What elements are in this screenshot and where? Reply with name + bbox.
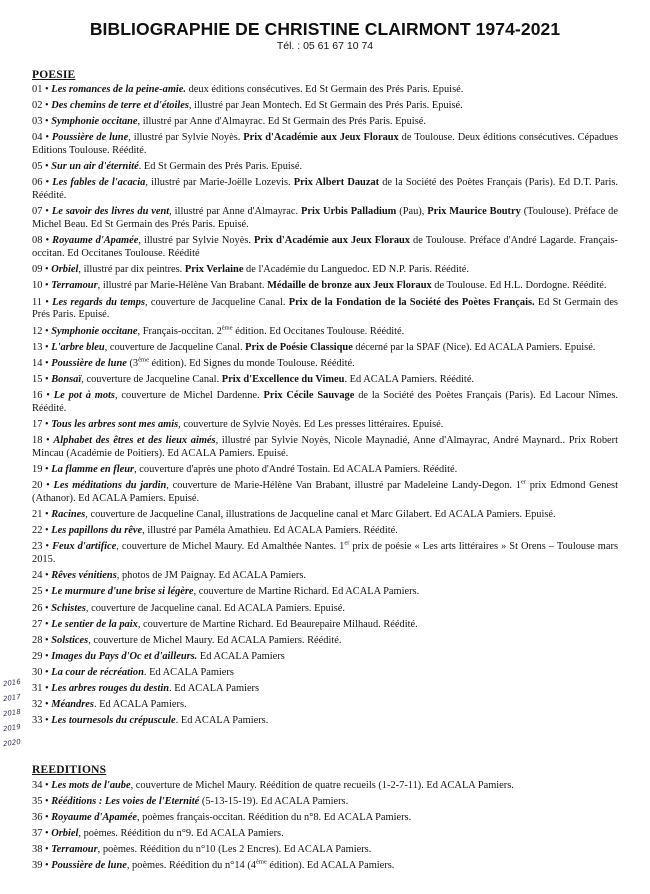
bibliography-entry bbox=[32, 480, 618, 506]
entry-text: , illustré par Anne d'Almayrac. bbox=[169, 206, 302, 218]
entry-text: er bbox=[344, 539, 350, 547]
entry-text: , couverture de Jacqueline Canal. bbox=[104, 341, 246, 353]
entry-number: 13 bbox=[32, 341, 43, 353]
entry-text: (5-13-15-19). Ed ACALA Pamiers. bbox=[199, 796, 349, 808]
entry-title: Le murmure d'une brise si légère bbox=[51, 586, 194, 598]
bibliography-entry bbox=[32, 796, 618, 809]
bibliography-entry bbox=[32, 509, 618, 522]
entry-text: , couverture de Sylvie Noyès. Ed Les presses littéraires. Epuisé. bbox=[178, 418, 444, 430]
entry-number: 34 bbox=[32, 780, 43, 791]
entry-prize: Prix d'Excellence du Vimeu bbox=[221, 373, 345, 385]
entry-text: , illustré par dix peintres. bbox=[78, 264, 185, 276]
entry-title: Symphonie occitane bbox=[51, 116, 138, 128]
entry-title: Le pot à mots bbox=[53, 389, 115, 401]
bibliography-entry bbox=[32, 264, 618, 277]
bibliography-entry bbox=[32, 116, 618, 129]
reeditions-list bbox=[32, 780, 618, 877]
entry-number: 02 bbox=[32, 100, 43, 112]
bibliography-entry bbox=[32, 525, 618, 538]
bullet-separator: • bbox=[42, 666, 52, 678]
bullet-separator: • bbox=[42, 860, 52, 872]
entry-number: 10 bbox=[32, 280, 43, 292]
entry-text: deux éditions consécutives. Ed St Germain des Prés Paris. Epuisé. bbox=[186, 84, 464, 95]
entry-text: . Ed ACALA Pamiers bbox=[143, 666, 234, 678]
entry-text: de Toulouse. Préface d'André Lagarde. Français-occitan. Ed Occitanes Toulouse. Réédité bbox=[32, 235, 618, 260]
entry-number: 29 bbox=[32, 650, 43, 662]
bibliography-entry bbox=[32, 541, 618, 567]
entry-title: Les tournesols du crépuscule bbox=[51, 715, 176, 727]
entry-text: . Ed ACALA Pamiers. bbox=[175, 715, 269, 727]
entry-number: 24 bbox=[32, 570, 43, 582]
entry-text: , couverture de Jacqueline canal. Ed ACALA Pamiers. Epuisé. bbox=[85, 602, 346, 614]
entry-title: Schistes bbox=[51, 602, 86, 614]
bullet-separator: • bbox=[42, 116, 52, 128]
bibliography-entry bbox=[32, 342, 618, 355]
entry-text: , Français-occitan. 2 bbox=[137, 325, 222, 337]
entry-text: ème bbox=[138, 356, 149, 364]
entry-title: La cour de récréation bbox=[51, 666, 144, 678]
bullet-separator: • bbox=[42, 341, 52, 353]
bibliography-entry bbox=[32, 84, 618, 97]
entry-number: 08 bbox=[32, 235, 43, 247]
entry-text: . Ed ACALA Pamiers. bbox=[93, 699, 187, 711]
entry-title: Le savoir des livres du vent bbox=[51, 206, 170, 218]
entry-number: 35 bbox=[32, 796, 43, 808]
entry-number: 07 bbox=[32, 206, 43, 218]
entry-text: ème bbox=[255, 859, 267, 866]
bullet-separator: • bbox=[42, 177, 53, 189]
entry-number: 25 bbox=[32, 586, 43, 598]
bibliography-entry bbox=[32, 280, 618, 293]
entry-title: Le sentier de la paix bbox=[51, 618, 138, 630]
entry-text: , couverture de Martine Richard. Ed ACALA Pamiers. bbox=[193, 586, 420, 598]
entry-number: 23 bbox=[32, 541, 43, 553]
entry-title: Alphabet des êtres et des lieux aimés bbox=[53, 435, 216, 447]
entry-text: décerné par la SPAF (Nice). Ed ACALA Pamiers. Epuisé. bbox=[352, 341, 596, 353]
bullet-separator: • bbox=[42, 570, 52, 582]
entry-text: édition. Ed Occitanes Toulouse. Réédité. bbox=[232, 325, 405, 337]
entry-number: 16 bbox=[32, 389, 43, 401]
entry-prize: Médaille de bronze aux Jeux Floraux bbox=[267, 280, 432, 292]
entry-number: 21 bbox=[32, 509, 43, 521]
page-title: BIBLIOGRAPHIE DE CHRISTINE CLAIRMONT 1974-2021 bbox=[89, 19, 561, 39]
entry-number: 06 bbox=[32, 177, 43, 189]
bibliography-entry bbox=[32, 358, 618, 371]
bibliography-entry bbox=[32, 586, 618, 599]
entry-number: 17 bbox=[32, 418, 43, 430]
margin-note: 2020 bbox=[2, 737, 22, 749]
entry-text: , illustré par Anne d'Almayrac. Ed St Germain des Prés Paris. Epuisé. bbox=[137, 116, 426, 128]
bullet-separator: • bbox=[42, 828, 52, 840]
entry-title: Les fables de l'acacia bbox=[52, 177, 146, 189]
entry-title: Solstices bbox=[51, 634, 89, 646]
entry-title: Rêves vénitiens bbox=[51, 570, 117, 582]
entry-text: de la Société des Poètes Français (Paris). Ed D.T. Paris. Réédité. bbox=[32, 177, 618, 202]
bullet-separator: • bbox=[42, 161, 52, 173]
bibliography-entry bbox=[32, 570, 618, 583]
entry-prize: Prix Urbis Palladium bbox=[301, 206, 397, 218]
entry-number: 31 bbox=[32, 682, 43, 694]
bibliography-entry bbox=[32, 161, 618, 174]
bullet-separator: • bbox=[42, 796, 52, 808]
entry-text: , illustré par Sylvie Noyès. bbox=[138, 235, 255, 247]
bullet-separator: • bbox=[42, 812, 52, 824]
bullet-separator: • bbox=[42, 418, 52, 430]
bullet-separator: • bbox=[42, 525, 52, 537]
entry-number: 05 bbox=[32, 161, 43, 173]
bullet-separator: • bbox=[42, 650, 52, 662]
bibliography-entry bbox=[32, 435, 618, 461]
bullet-separator: • bbox=[42, 100, 52, 112]
entry-title: Des chemins de terre et d'étoiles bbox=[51, 100, 189, 112]
entry-text: (3 bbox=[126, 357, 139, 369]
entry-text: , poèmes. Réédition du n°10 (Les 2 Encres). Ed ACALA Pamiers. bbox=[97, 844, 372, 856]
bibliography-entry bbox=[32, 419, 618, 432]
bullet-separator: • bbox=[42, 357, 52, 369]
bullet-separator: • bbox=[42, 464, 52, 476]
bibliography-entry bbox=[32, 699, 618, 712]
bullet-separator: • bbox=[42, 235, 53, 247]
bullet-separator: • bbox=[42, 264, 52, 276]
entry-number: 15 bbox=[32, 373, 43, 385]
phone-number: Tél. : 05 61 67 10 74 bbox=[276, 40, 374, 52]
entry-number: 28 bbox=[32, 634, 43, 646]
bibliography-entry bbox=[32, 235, 618, 261]
bullet-separator: • bbox=[42, 682, 52, 694]
bullet-separator: • bbox=[42, 509, 52, 521]
entry-text: , couverture de Michel Maury. Réédition de quatre recueils (1-2-7-11). Ed ACALA Pamiers. bbox=[130, 780, 514, 791]
entry-title: Royaume d'Apamée bbox=[51, 812, 137, 824]
entry-text: (Pau), bbox=[396, 206, 428, 218]
entry-text: , couverture de Michel Dardenne. bbox=[114, 389, 264, 401]
entry-number: 18 bbox=[32, 435, 43, 447]
entry-title: Images du Pays d'Oc et d'ailleurs. bbox=[51, 650, 198, 662]
entry-title: Terramour bbox=[51, 844, 98, 856]
bibliography-entry bbox=[32, 667, 618, 680]
entry-title: Les romances de la peine-amie. bbox=[51, 84, 186, 95]
entry-text: , illustré par Marie-Hélène Van Brabant. bbox=[97, 280, 268, 292]
entry-prize: Prix d'Académie aux Jeux Floraux bbox=[254, 235, 410, 247]
entry-prize: Prix Cécile Sauvage bbox=[263, 389, 355, 401]
poesie-list bbox=[32, 84, 618, 731]
bullet-separator: • bbox=[42, 602, 52, 614]
entry-number: 30 bbox=[32, 666, 43, 678]
entry-number: 01 bbox=[32, 84, 43, 95]
entry-prize: Prix Verlaine bbox=[184, 264, 244, 276]
entry-number: 20 bbox=[32, 480, 43, 492]
entry-text: Ed ACALA Pamiers bbox=[197, 650, 285, 662]
entry-number: 03 bbox=[32, 116, 43, 128]
bullet-separator: • bbox=[42, 715, 52, 727]
entry-text: édition). Ed Signes du monde Toulouse. Réédité. bbox=[148, 357, 355, 369]
entry-text: , couverture de Marie-Hélène Van Brabant, illustré par Madeleine Landy-Degon. 1 bbox=[166, 480, 521, 492]
entry-number: 19 bbox=[32, 464, 43, 476]
margin-note: 2017 bbox=[2, 692, 22, 704]
entry-text: Ed St Germain des Prés Paris. Epuisé. bbox=[32, 296, 618, 321]
bullet-separator: • bbox=[42, 296, 53, 308]
entry-text: , illustré par Marie-Joëlle Lozevis. bbox=[145, 177, 294, 189]
entry-number: 27 bbox=[32, 618, 43, 630]
margin-note: 2016 bbox=[2, 677, 22, 689]
entry-text: , illustré par Sylvie Noyès, Nicole Maynadié, Anne d'Almayrac, André Maynard.. Prix Robert Mincau (Académie de Poitiers). Ed ACALA Pamiers. Epuisé. bbox=[32, 435, 618, 459]
entry-title: Feux d'artifice bbox=[52, 541, 117, 553]
entry-title: La flamme en fleur bbox=[51, 464, 135, 476]
bullet-separator: • bbox=[42, 844, 52, 856]
entry-text: (Toulouse). Préface de Michel Beau. Ed St Germain des Prés Paris. Epuisé. bbox=[32, 206, 618, 231]
entry-title: Poussière de lune bbox=[51, 132, 129, 144]
entry-text: , illustré par Sylvie Noyès. bbox=[128, 132, 244, 144]
entry-text: . Ed St Germain des Prés Paris. Epuisé. bbox=[138, 161, 303, 173]
bibliography-entry bbox=[32, 780, 618, 793]
section-heading-poesie: POESIE bbox=[32, 69, 76, 81]
entry-text: , couverture de Jacqueline Canal, illustrations de Jacqueline canal et Marc Gilabert. Ed ACALA Pamiers. Epuisé. bbox=[85, 509, 556, 521]
entry-text: , poèmes. Réédition du n°14 (4 bbox=[126, 860, 256, 872]
entry-title: Royaume d'Apamée bbox=[52, 235, 139, 247]
bibliography-entry bbox=[32, 651, 618, 664]
entry-title: Racines bbox=[51, 509, 86, 521]
bullet-separator: • bbox=[42, 435, 54, 447]
entry-title: Symphonie occitane bbox=[51, 325, 138, 337]
entry-text: de Toulouse. Deux éditions consécutives. Cépadues Editions Toulouse. Réédité. bbox=[32, 132, 618, 157]
bibliography-entry bbox=[32, 326, 618, 339]
margin-note: 2018 bbox=[2, 707, 22, 719]
bibliography-entry bbox=[32, 603, 618, 616]
entry-text: , couverture de Michel Maury. Ed ACALA Pamiers. Réédité. bbox=[88, 634, 342, 646]
entry-text: édition). Ed ACALA Pamiers. bbox=[266, 860, 395, 872]
margin-note: 2019 bbox=[2, 722, 22, 734]
entry-text: de Toulouse. Ed H.L. Dordogne. Réédité. bbox=[431, 280, 607, 292]
bibliography-entry bbox=[32, 828, 618, 841]
entry-text: prix de poésie « Les arts littéraires » St Orens – Toulouse mars 2015. bbox=[32, 541, 618, 566]
entry-title: Poussière de lune bbox=[51, 860, 127, 872]
entry-title: Orbiel bbox=[51, 264, 79, 276]
entry-title: Terramour bbox=[51, 280, 98, 292]
entry-title: Les papillons du rêve bbox=[51, 525, 143, 537]
entry-title: Les mots de l'aube bbox=[51, 780, 131, 791]
entry-number: 37 bbox=[32, 828, 43, 840]
entry-text: prix Edmond Genest (Athanor). Ed ACALA Pamiers. Epuisé. bbox=[32, 480, 618, 505]
bullet-separator: • bbox=[42, 586, 52, 598]
entry-text: . Ed ACALA Pamiers bbox=[169, 682, 260, 694]
entry-text: , photos de JM Paignay. Ed ACALA Pamiers. bbox=[116, 570, 306, 582]
bullet-separator: • bbox=[42, 780, 52, 791]
bibliography-entry bbox=[32, 297, 618, 323]
bibliography-entry bbox=[32, 132, 618, 158]
entry-number: 38 bbox=[32, 844, 43, 856]
entry-title: Rééditions : Les voies de l'Eternité bbox=[51, 796, 200, 808]
bullet-separator: • bbox=[42, 206, 52, 218]
entry-title: Tous les arbres sont mes amis bbox=[51, 418, 179, 430]
entry-number: 14 bbox=[32, 357, 43, 369]
bullet-separator: • bbox=[42, 541, 53, 553]
entry-title: L'arbre bleu bbox=[51, 341, 105, 353]
entry-text: . Ed ACALA Pamiers. Réédité. bbox=[344, 373, 475, 385]
bibliography-entry bbox=[32, 635, 618, 648]
entry-text: de l'Académie du Languedoc. ED N.P. Paris. Réédité. bbox=[243, 264, 469, 276]
bullet-separator: • bbox=[42, 634, 52, 646]
bullet-separator: • bbox=[42, 618, 52, 630]
bibliography-entry bbox=[32, 100, 618, 113]
entry-title: Méandres bbox=[51, 699, 94, 711]
bullet-separator: • bbox=[42, 699, 52, 711]
entry-number: 39 bbox=[32, 860, 43, 872]
entry-title: Les arbres rouges du destin bbox=[51, 682, 170, 694]
bullet-separator: • bbox=[42, 389, 54, 401]
entry-title: Bonsaï bbox=[51, 373, 82, 385]
entry-number: 26 bbox=[32, 602, 43, 614]
entry-number: 36 bbox=[32, 812, 43, 824]
bullet-separator: • bbox=[42, 280, 52, 292]
entry-text: , illustré par Jean Montech. Ed St Germain des Prés Paris. Epuisé. bbox=[188, 100, 463, 112]
bibliography-entry bbox=[32, 860, 618, 873]
entry-number: 11 bbox=[32, 296, 43, 308]
entry-prize: Prix Albert Dauzat bbox=[293, 177, 380, 189]
entry-prize: Prix de Poésie Classique bbox=[245, 341, 353, 353]
bullet-separator: • bbox=[42, 373, 52, 385]
entry-text: , poèmes français-occitan. Réédition du n°8. Ed ACALA Pamiers. bbox=[136, 812, 412, 824]
bibliography-entry bbox=[32, 464, 618, 477]
entry-text: , couverture de Jacqueline Canal. bbox=[81, 373, 222, 385]
entry-text: de la Société des Poètes Français (Paris). Ed Lacour Nîmes. Réédité. bbox=[32, 389, 618, 414]
entry-title: Les méditations du jardin bbox=[53, 480, 167, 492]
entry-title: Orbiel bbox=[51, 828, 79, 840]
entry-text: , couverture de Michel Maury. Ed Amalthée Nantes. 1 bbox=[116, 541, 345, 553]
bullet-separator: • bbox=[42, 132, 52, 144]
bibliography-entry bbox=[32, 715, 618, 728]
entry-text: , illustré par Paméla Amathieu. Ed ACALA Pamiers. Réédité. bbox=[142, 525, 398, 537]
bibliography-entry bbox=[32, 374, 618, 387]
entry-text: , couverture de Jacqueline Canal. bbox=[145, 296, 289, 308]
entry-title: Sur un air d'éternité bbox=[51, 161, 139, 173]
bibliography-entry bbox=[32, 177, 618, 203]
bibliography-entry bbox=[32, 206, 618, 232]
bibliography-entry bbox=[32, 683, 618, 696]
entry-text: er bbox=[520, 478, 527, 486]
entry-text: , poèmes. Réédition du n°9. Ed ACALA Pamiers. bbox=[78, 828, 284, 840]
bibliography-entry bbox=[32, 390, 618, 416]
entry-number: 09 bbox=[32, 264, 43, 276]
bullet-separator: • bbox=[42, 325, 52, 337]
entry-number: 04 bbox=[32, 132, 43, 144]
entry-prize: Prix d'Académie aux Jeux Floraux bbox=[243, 132, 399, 144]
entry-number: 22 bbox=[32, 525, 43, 537]
entry-title: Les regards du temps bbox=[52, 296, 145, 308]
section-heading-reeditions: REEDITIONS bbox=[32, 764, 107, 776]
entry-prize: Prix de la Fondation de la Société des Poètes Français. bbox=[288, 296, 535, 308]
bibliography-entry bbox=[32, 619, 618, 632]
bibliography-entry bbox=[32, 812, 618, 825]
entry-prize: Prix Maurice Boutry bbox=[427, 206, 521, 218]
entry-number: 33 bbox=[32, 715, 43, 727]
entry-text: , couverture d'après une photo d'André Tostain. Ed ACALA Pamiers. Réédité. bbox=[134, 464, 458, 476]
entry-number: 32 bbox=[32, 699, 43, 711]
entry-text: ème bbox=[221, 324, 233, 332]
entry-text: , couverture de Martine Richard. Ed Beaurepaire Milhaud. Réédité. bbox=[137, 618, 418, 630]
bullet-separator: • bbox=[42, 480, 54, 492]
bullet-separator: • bbox=[42, 84, 52, 95]
bibliography-entry bbox=[32, 844, 618, 857]
entry-number: 12 bbox=[32, 325, 43, 337]
entry-title: Poussière de lune bbox=[51, 357, 127, 369]
